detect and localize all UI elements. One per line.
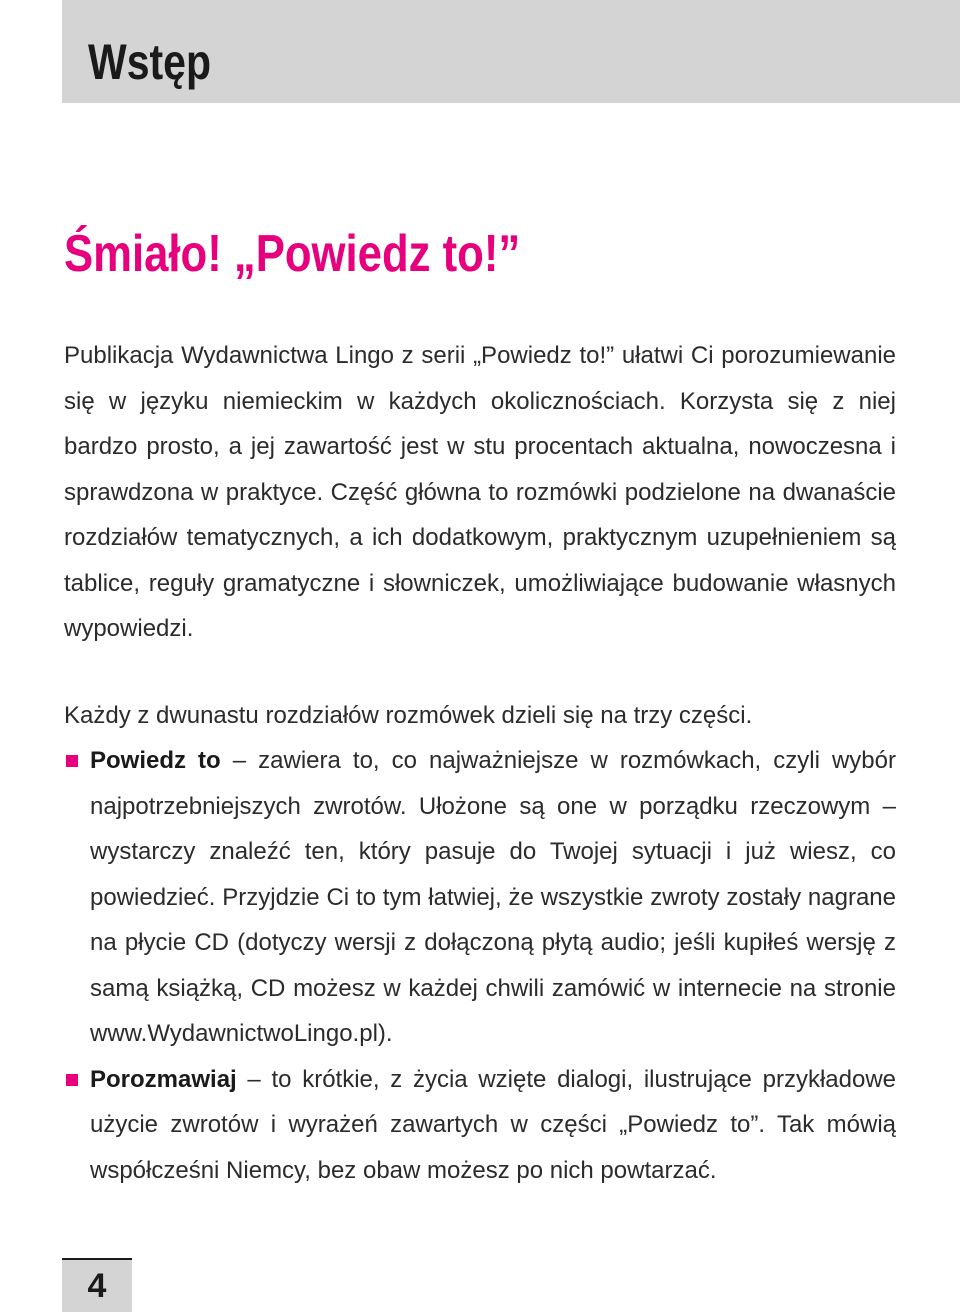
bullet-text: – to krótkie, z życia wzięte dialogi, ilustrujące przykładowe użycie zwrotów i wyrażeń zawartych w części „Powiedz to”. Tak mówią współcześni Niemcy, bez obaw możesz po nich powtarzać.	[90, 1065, 896, 1184]
bullet-term: Powiedz to	[90, 747, 221, 774]
square-bullet-icon	[66, 755, 78, 767]
bullet-term: Porozmawiaj	[90, 1065, 237, 1093]
list-item-porozmawiaj	[64, 1057, 896, 1194]
section-parts-list	[64, 738, 896, 1193]
square-bullet-icon	[66, 1074, 78, 1086]
page-number-box	[62, 1260, 132, 1312]
section-title: Śmiało! „Powiedz to!”	[64, 225, 521, 283]
intro-paragraph: Publikacja Wydawnictwa Lingo z serii „Powiedz to!” ułatwi Ci porozumiewanie się w języku niemieckim w każdych okolicznościach. Korzysta się z niej bardzo prosto, a jej zawartość jest w stu procentach aktualna, nowoczesna i sprawdzona w praktyce. Część główna to rozmówki podzielone na dwanaście rozdziałów tematycznych, a ich dodatkowym, praktycznym uzupełnieniem są tablice, reguły gramatyczne i słowniczek, umożliwiające budowanie własnych wypowiedzi.	[64, 342, 896, 642]
bullet-text: – zawiera to, co najważniejsze w rozmówkach, czyli wybór najpotrzebniejszych zwrotów. Ułożone są one w porządku rzeczowym – wystarczy znaleźć ten, który pasuje do Twojej sytuacji i już wiesz, co powiedzieć. Przyjdzie Ci to tym łatwiej, że wszystkie zwroty zostały nagrane na płycie CD (dotyczy wersji z dołączoną płytą audio; jeśli kupiłeś wersję z samą książką, CD możesz w każdej chwili zamówić w internecie na stronie www.WydawnictwoLingo.pl).	[90, 747, 896, 1047]
list-item-powiedz-to	[64, 738, 896, 1057]
chapter-title: Wstęp	[88, 34, 211, 90]
page-number: 4	[87, 1267, 107, 1305]
structure-lead: Każdy z dwunastu rozdziałów rozmówek dzieli się na trzy części.	[64, 702, 753, 729]
